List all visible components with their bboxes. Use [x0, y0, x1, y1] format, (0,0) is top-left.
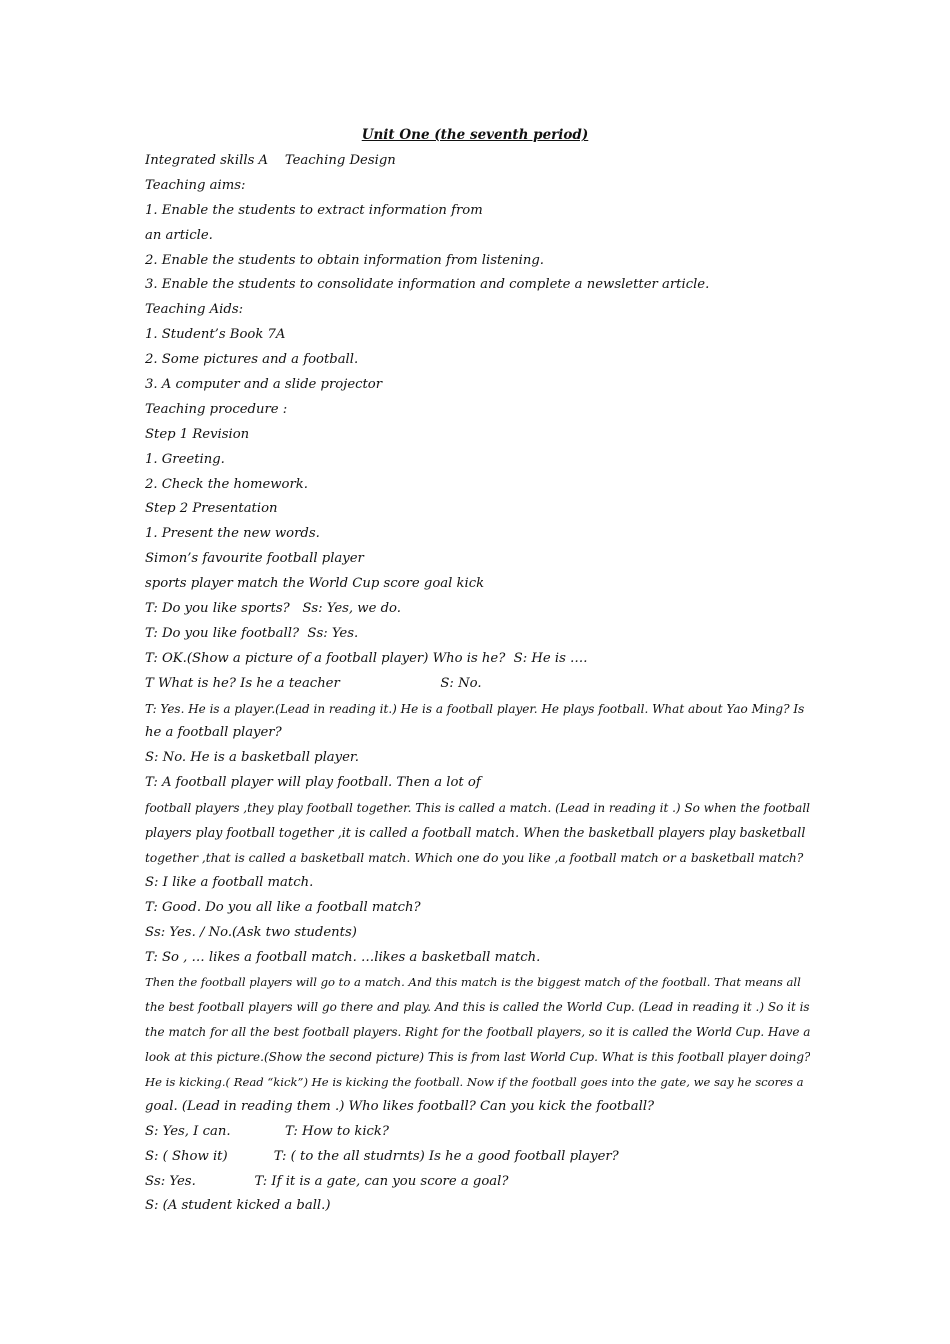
text-line: he a football player? [145, 725, 282, 741]
text-line: the best football players will go there and play. And this is called the World Cup. (Lead in reading it .) So it is [145, 1000, 810, 1015]
text-line: 1. Student’s Book 7A [145, 327, 286, 343]
text-line: Step 2 Presentation [145, 501, 278, 517]
text-line: Ss: Yes. T: If it is a gate, can you score a goal? [145, 1173, 509, 1189]
text-line: sports player match the World Cup score goal kick [145, 576, 485, 592]
text-line: look at this picture.(Show the second picture) This is from last World Cup. What is this football player doing? [145, 1050, 810, 1065]
text-line: together ,that is called a basketball match. Which one do you like ,a football match or a basketball match? [145, 850, 804, 865]
text-line: T: Do you like football? Ss: Yes. [145, 625, 359, 641]
text-line: the match for all the best football players. Right for the football players, so it is called the World Cup. Have a [145, 1025, 810, 1040]
text-line: 2. Enable the students to obtain information from listening. [145, 252, 544, 268]
document-body [145, 149, 810, 1219]
text-line: football players ,they play football together. This is called a match. (Lead in reading it .) So when the football [145, 801, 810, 816]
text-line: He is kicking.( Read “kick”) He is kicking the football. Now if the football goes into the gate, we say he scores a [145, 1074, 804, 1089]
text-line: 3. Enable the students to consolidate information and complete a newsletter article. [145, 277, 710, 293]
text-line: Simon’s favourite football player [145, 551, 364, 567]
text-line: Then the football players will go to a match. And this match is the biggest match of the football. That means all [145, 975, 801, 990]
text-line: T: OK.(Show a picture of a football player) Who is he? S: He is …. [145, 650, 588, 666]
text-line: Step 1 Revision [145, 426, 250, 442]
text-line: Ss: Yes. / No.(Ask two students) [145, 924, 357, 940]
text-line: goal. (Lead in reading them .) Who likes football? Can you kick the football? [145, 1098, 655, 1114]
text-line: S: ( Show it) T: ( to the all studrnts) Is he a good football player? [145, 1148, 619, 1164]
text-line: T: Good. Do you all like a football match? [145, 899, 421, 915]
text-line: Teaching procedure : [145, 401, 288, 417]
text-line: T: Yes. He is a player.(Lead in reading it.) He is a football player. He plays football. What about Yao Ming? Is [145, 701, 805, 716]
text-line: Integrated skills A Teaching Design [145, 153, 396, 168]
text-line: Teaching Aids: [145, 302, 244, 318]
text-line: S: No. He is a basketball player. [145, 750, 359, 766]
text-line: 1. Present the new words. [145, 526, 320, 542]
text-line: T What is he? Is he a teacher S: No. [145, 675, 482, 691]
text-line: S: I like a football match. [145, 874, 314, 890]
text-line: S: (A student kicked a ball.) [145, 1198, 331, 1214]
text-line: an article. [145, 227, 213, 243]
text-line: T: A football player will play football. Then a lot of [145, 775, 481, 791]
text-line: T: So , … likes a football match. …likes a basketball match. [145, 949, 541, 965]
text-line: 1. Greeting. [145, 451, 225, 467]
text-line: 3. A computer and a slide projector [145, 377, 383, 393]
text-line: S: Yes, I can. T: How to kick? [145, 1123, 389, 1139]
text-line: 1. Enable the students to extract information from [145, 202, 483, 218]
document-title: Unit One (the seventh period) [361, 127, 589, 143]
text-line: 2. Check the homework. [145, 476, 308, 492]
text-line: T: Do you like sports? Ss: Yes, we do. [145, 601, 401, 617]
text-line: 2. Some pictures and a football. [145, 352, 359, 368]
text-line: Teaching aims: [145, 177, 246, 193]
text-line: players play football together ,it is called a football match. When the basketball players play basketball [145, 825, 806, 841]
